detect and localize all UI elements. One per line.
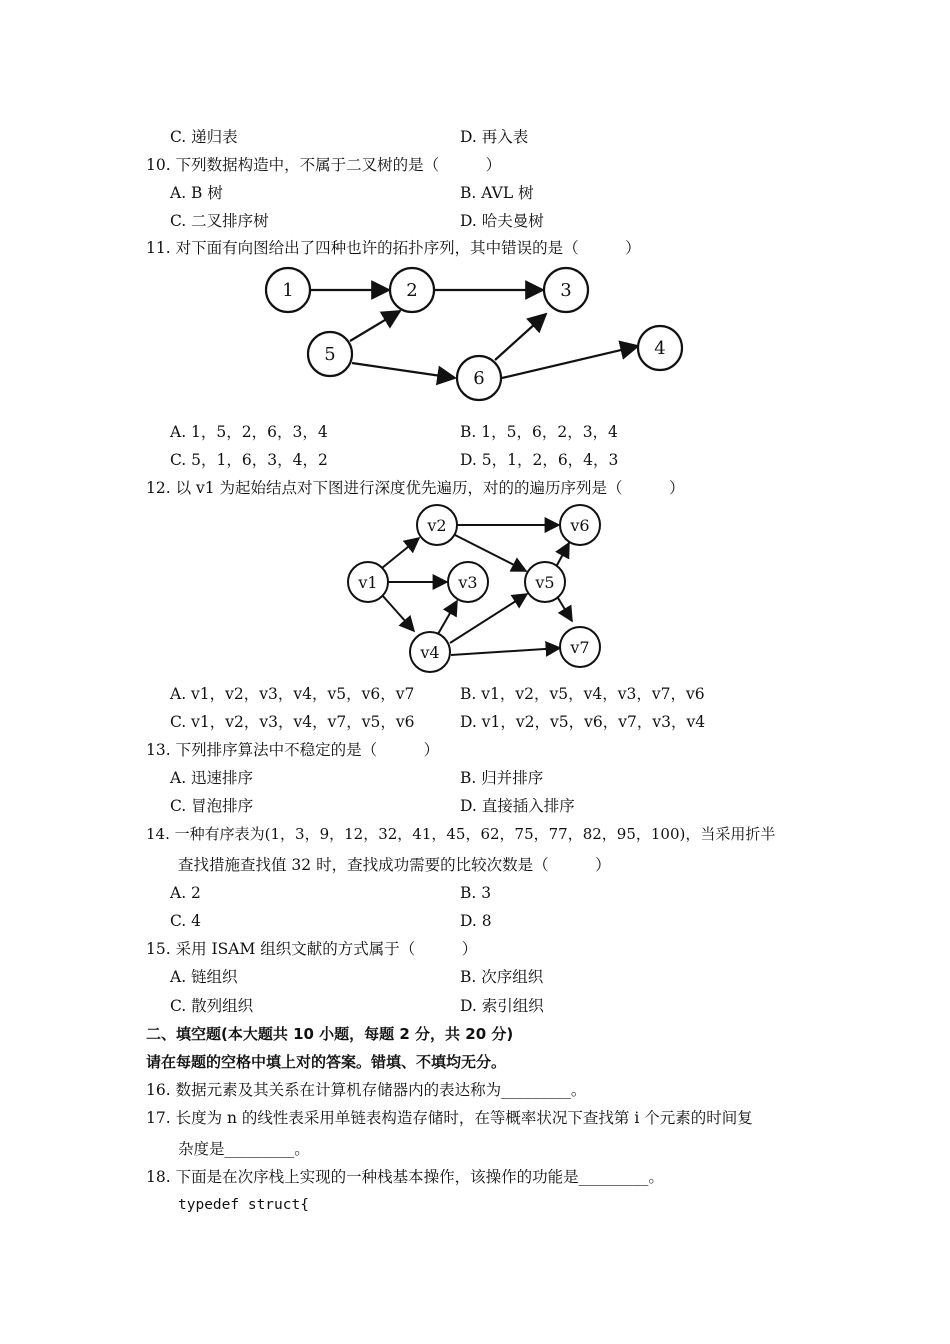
node-v3-label: v3 bbox=[458, 573, 478, 592]
edge-5-2 bbox=[350, 311, 400, 341]
edge-5-6 bbox=[352, 363, 455, 378]
q10-option-d: D. 哈夫曼树 bbox=[460, 212, 544, 230]
edge-v1-v4 bbox=[382, 595, 414, 631]
q13-option-c: C. 冒泡排序 bbox=[170, 797, 254, 815]
q12-stem: 12. 以 v1 为起始结点对下图进行深度优先遍历，对的的遍历序列是（ ） bbox=[146, 479, 685, 497]
q15-option-c: C. 散列组织 bbox=[170, 997, 254, 1015]
q12-option-d: D. v1，v2，v5，v6，v7，v3，v4 bbox=[460, 713, 706, 731]
edge-v5-v6 bbox=[556, 543, 569, 567]
q11-option-c: C. 5，1，6，3，4，2 bbox=[170, 451, 328, 469]
node-6-label: 6 bbox=[473, 368, 485, 389]
q11-stem: 11. 对下面有向图给出了四种也许的拓扑序列，其中错误的是（ ） bbox=[146, 239, 641, 257]
edge-v5-v7 bbox=[558, 598, 572, 621]
edge-v4-v7 bbox=[451, 648, 560, 655]
q14-stem-line1: 14. 一种有序表为(1，3，9，12，32，41，45，62，75，77，82，95，100)，当采用折半 bbox=[146, 825, 776, 843]
edge-v4-v3 bbox=[438, 601, 457, 634]
q14-option-d: D. 8 bbox=[460, 912, 492, 930]
q14-option-c: C. 4 bbox=[170, 912, 202, 930]
q9-option-d: D. 再入表 bbox=[460, 128, 529, 146]
node-v2-label: v2 bbox=[427, 516, 447, 535]
node-1-label: 1 bbox=[282, 280, 294, 301]
q18-code-line: typedef struct{ bbox=[178, 1197, 309, 1213]
q15-stem: 15. 采用 ISAM 组织文献的方式属于（ ） bbox=[146, 940, 478, 958]
node-2-label: 2 bbox=[406, 280, 418, 301]
node-v5-label: v5 bbox=[535, 573, 555, 592]
edge-6-4 bbox=[502, 346, 638, 378]
q11-option-b: B. 1，5，6，2，3，4 bbox=[460, 423, 618, 441]
q10-option-a: A. B 树 bbox=[170, 184, 223, 202]
node-v7-label: v7 bbox=[570, 638, 590, 657]
q10-option-b: B. AVL 树 bbox=[460, 184, 534, 202]
q15-option-a: A. 链组织 bbox=[170, 968, 238, 986]
q13-stem: 13. 下列排序算法中不稳定的是（ ） bbox=[146, 741, 440, 759]
q11-option-d: D. 5，1，2，6，4，3 bbox=[460, 451, 619, 469]
q18-stem: 18. 下面是在次序栈上实现的一种栈基本操作，该操作的功能是_________。 bbox=[146, 1168, 664, 1186]
q11-option-a: A. 1，5，2，6，3，4 bbox=[170, 423, 328, 441]
q9-option-c: C. 递归表 bbox=[170, 128, 238, 146]
q15-option-b: B. 次序组织 bbox=[460, 968, 544, 986]
edge-6-3 bbox=[495, 314, 546, 360]
node-4-label: 4 bbox=[654, 338, 666, 359]
edge-v1-v2 bbox=[382, 538, 419, 568]
q16-stem: 16. 数据元素及其关系在计算机存储器内的表达称为_________。 bbox=[146, 1081, 587, 1099]
q14-option-b: B. 3 bbox=[460, 884, 492, 902]
q15-option-d: D. 索引组织 bbox=[460, 997, 544, 1015]
q10-option-c: C. 二叉排序树 bbox=[170, 212, 269, 230]
q17-stem-line1: 17. 长度为 n 的线性表采用单链表构造存储时，在等概率状况下查找第 i 个元素的时间复 bbox=[146, 1109, 753, 1127]
q14-stem-line2: 查找措施查找值 32 时，查找成功需要的比较次数是（ ） bbox=[178, 856, 611, 874]
node-5-label: 5 bbox=[324, 344, 336, 365]
q11-digraph bbox=[250, 262, 710, 412]
q13-option-d: D. 直接插入排序 bbox=[460, 797, 575, 815]
q10-stem: 10. 下列数据构造中，不属于二叉树的是（ ） bbox=[146, 156, 502, 174]
q12-digraph bbox=[330, 500, 630, 680]
q12-option-c: C. v1，v2，v3，v4，v7，v5，v6 bbox=[170, 713, 415, 731]
node-v1-label: v1 bbox=[358, 573, 378, 592]
node-v6-label: v6 bbox=[570, 516, 590, 535]
q12-option-a: A. v1，v2，v3，v4，v5，v6，v7 bbox=[170, 685, 415, 703]
section-2-title: 二、填空题(本大题共 10 小题，每题 2 分，共 20 分) bbox=[146, 1025, 514, 1043]
q13-option-b: B. 归并排序 bbox=[460, 769, 544, 787]
q14-option-a: A. 2 bbox=[170, 884, 201, 902]
q17-stem-line2: 杂度是_________。 bbox=[178, 1140, 310, 1158]
node-v4-label: v4 bbox=[420, 643, 440, 662]
q13-option-a: A. 迅速排序 bbox=[170, 769, 254, 787]
section-2-instruction: 请在每题的空格中填上对的答案。错填、不填均无分。 bbox=[146, 1053, 507, 1071]
q12-option-b: B. v1，v2，v5，v4，v3，v7，v6 bbox=[460, 685, 705, 703]
node-3-label: 3 bbox=[560, 280, 572, 301]
